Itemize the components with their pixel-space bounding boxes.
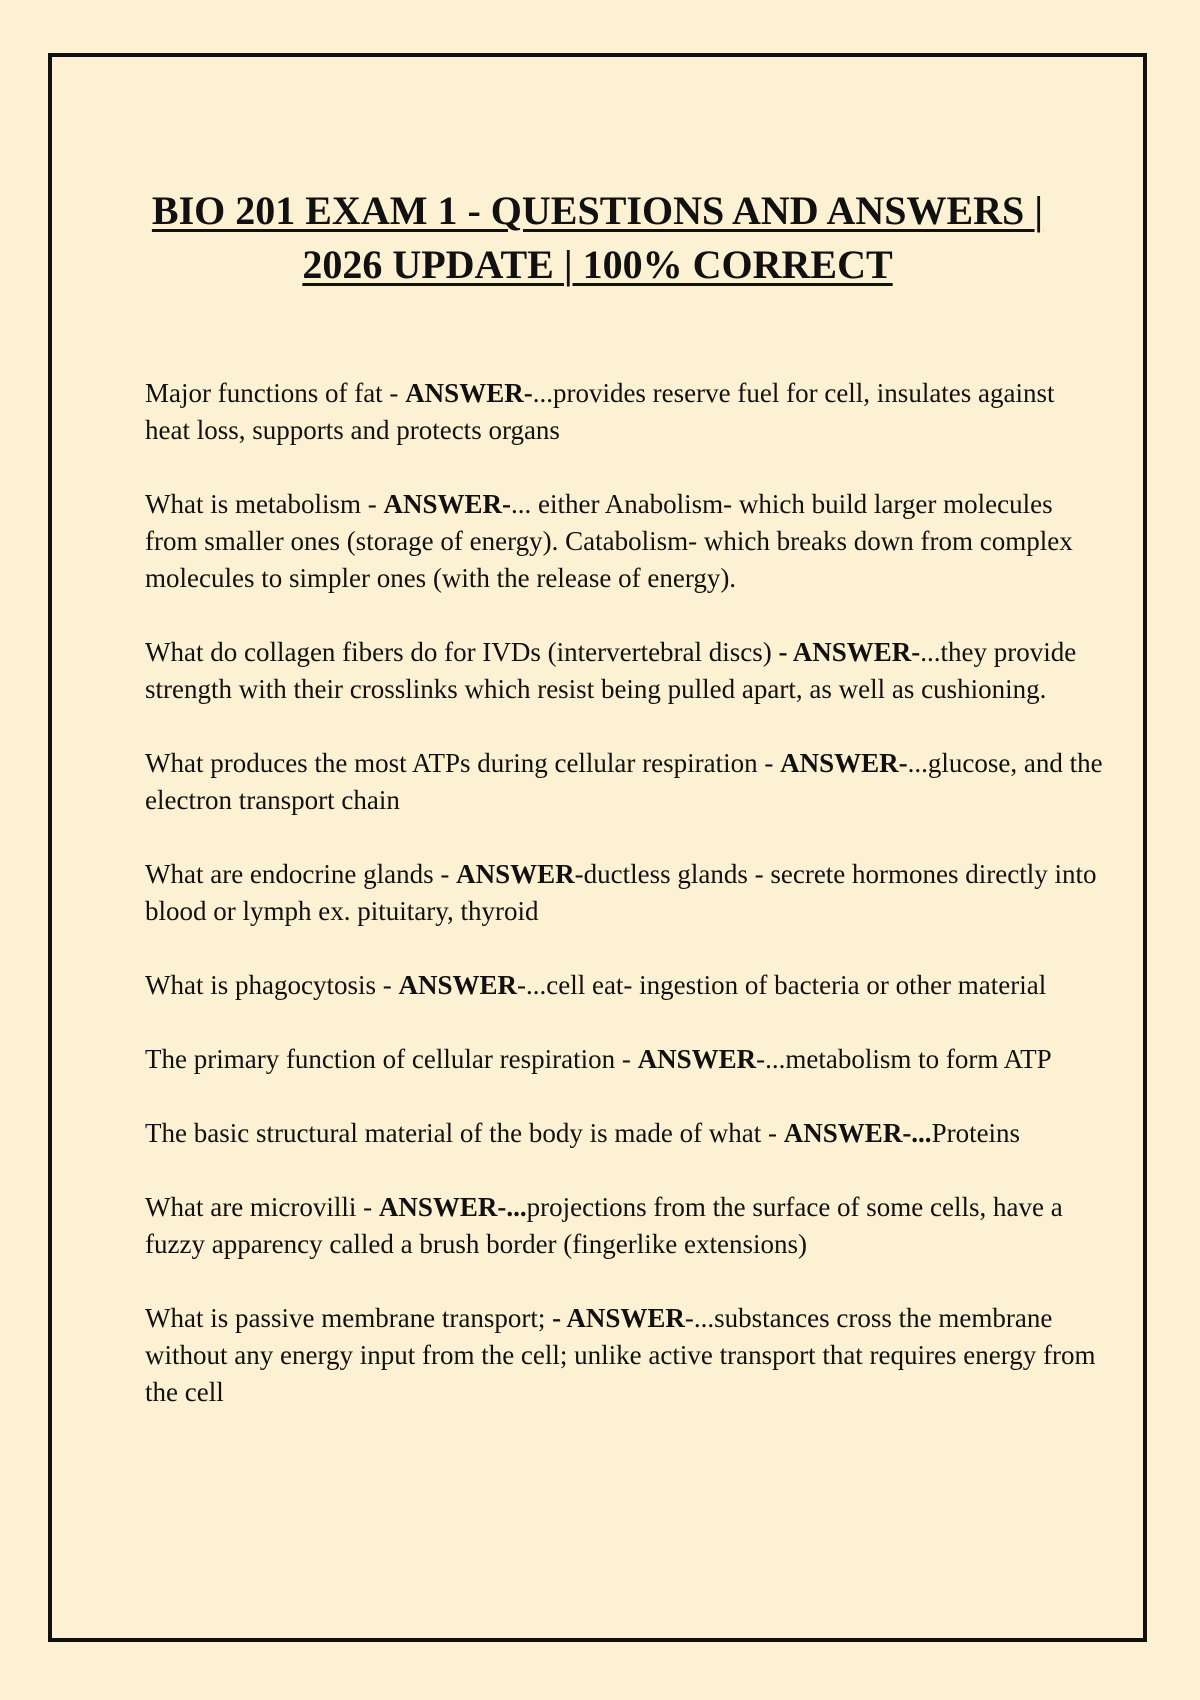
- question-text: The basic structural material of the body is made of what -: [145, 1118, 784, 1148]
- qa-item: [145, 486, 1105, 597]
- page-title: [52, 184, 1143, 292]
- answer-label: ANSWER-...: [378, 1192, 527, 1222]
- qa-item: [145, 856, 1105, 930]
- qa-item: [145, 1115, 1105, 1152]
- answer-text: projections from the surface of some cells, have a fuzzy apparency called a brush border (fingerlike extensions): [145, 1192, 1063, 1259]
- answer-text: -...substances cross the membrane without any energy input from the cell; unlike active transport that requires energy from the cell: [145, 1303, 1096, 1407]
- answer-text: ... either Anabolism- which build larger molecules from smaller ones (storage of energy). Catabolism- which breaks down from complex molecules to simpler ones (with the release of energy).: [145, 489, 1073, 593]
- answer-text: ...glucose, and the electron transport chain: [145, 748, 1103, 815]
- answer-label: ANSWER-: [780, 748, 908, 778]
- question-text: The primary function of cellular respiration -: [145, 1044, 638, 1074]
- answer-text: ...they provide strength with their crosslinks which resist being pulled apart, as well as cushioning.: [145, 637, 1077, 704]
- answer-text: Proteins: [931, 1118, 1021, 1148]
- question-text: What is metabolism -: [145, 489, 384, 519]
- question-text: What do collagen fibers do for IVDs (intervertebral discs): [145, 637, 779, 667]
- answer-label: ANSWER: [637, 1044, 757, 1074]
- question-text: What produces the most ATPs during cellular respiration -: [145, 748, 781, 778]
- qa-item: [145, 634, 1105, 708]
- qa-list: [145, 375, 1105, 1448]
- question-text: What are microvilli -: [145, 1192, 379, 1222]
- question-text: What are endocrine glands -: [145, 859, 457, 889]
- answer-label: ANSWER: [456, 859, 575, 889]
- qa-item: [145, 967, 1105, 1004]
- answer-label: ANSWER-: [405, 378, 533, 408]
- qa-item: [145, 1300, 1105, 1411]
- answer-text: ...provides reserve fuel for cell, insulates against heat loss, supports and protects organs: [145, 378, 1055, 445]
- answer-label: ANSWER: [398, 970, 517, 1000]
- question-text: What is phagocytosis -: [145, 970, 399, 1000]
- qa-item: [145, 375, 1105, 449]
- answer-text: -...cell eat- ingestion of bacteria or other material: [517, 970, 1047, 1000]
- answer-text: -...metabolism to form ATP: [756, 1044, 1052, 1074]
- question-text: Major functions of fat -: [145, 378, 406, 408]
- answer-label: ANSWER-...: [783, 1118, 932, 1148]
- title-line-2: 2026 UPDATE | 100% CORRECT: [302, 241, 893, 287]
- qa-item: [145, 1189, 1105, 1263]
- answer-text: -ductless glands - secrete hormones directly into blood or lymph ex. pituitary, thyroid: [145, 859, 1097, 926]
- answer-label: ANSWER-: [383, 489, 511, 519]
- question-text: What is passive membrane transport;: [145, 1303, 553, 1333]
- answer-label: - ANSWER-: [778, 637, 921, 667]
- title-line-1: BIO 201 EXAM 1 - QUESTIONS AND ANSWERS |: [151, 187, 1044, 233]
- page-frame: [48, 53, 1147, 1642]
- qa-item: [145, 745, 1105, 819]
- qa-item: [145, 1041, 1105, 1078]
- answer-label: - ANSWER: [552, 1303, 685, 1333]
